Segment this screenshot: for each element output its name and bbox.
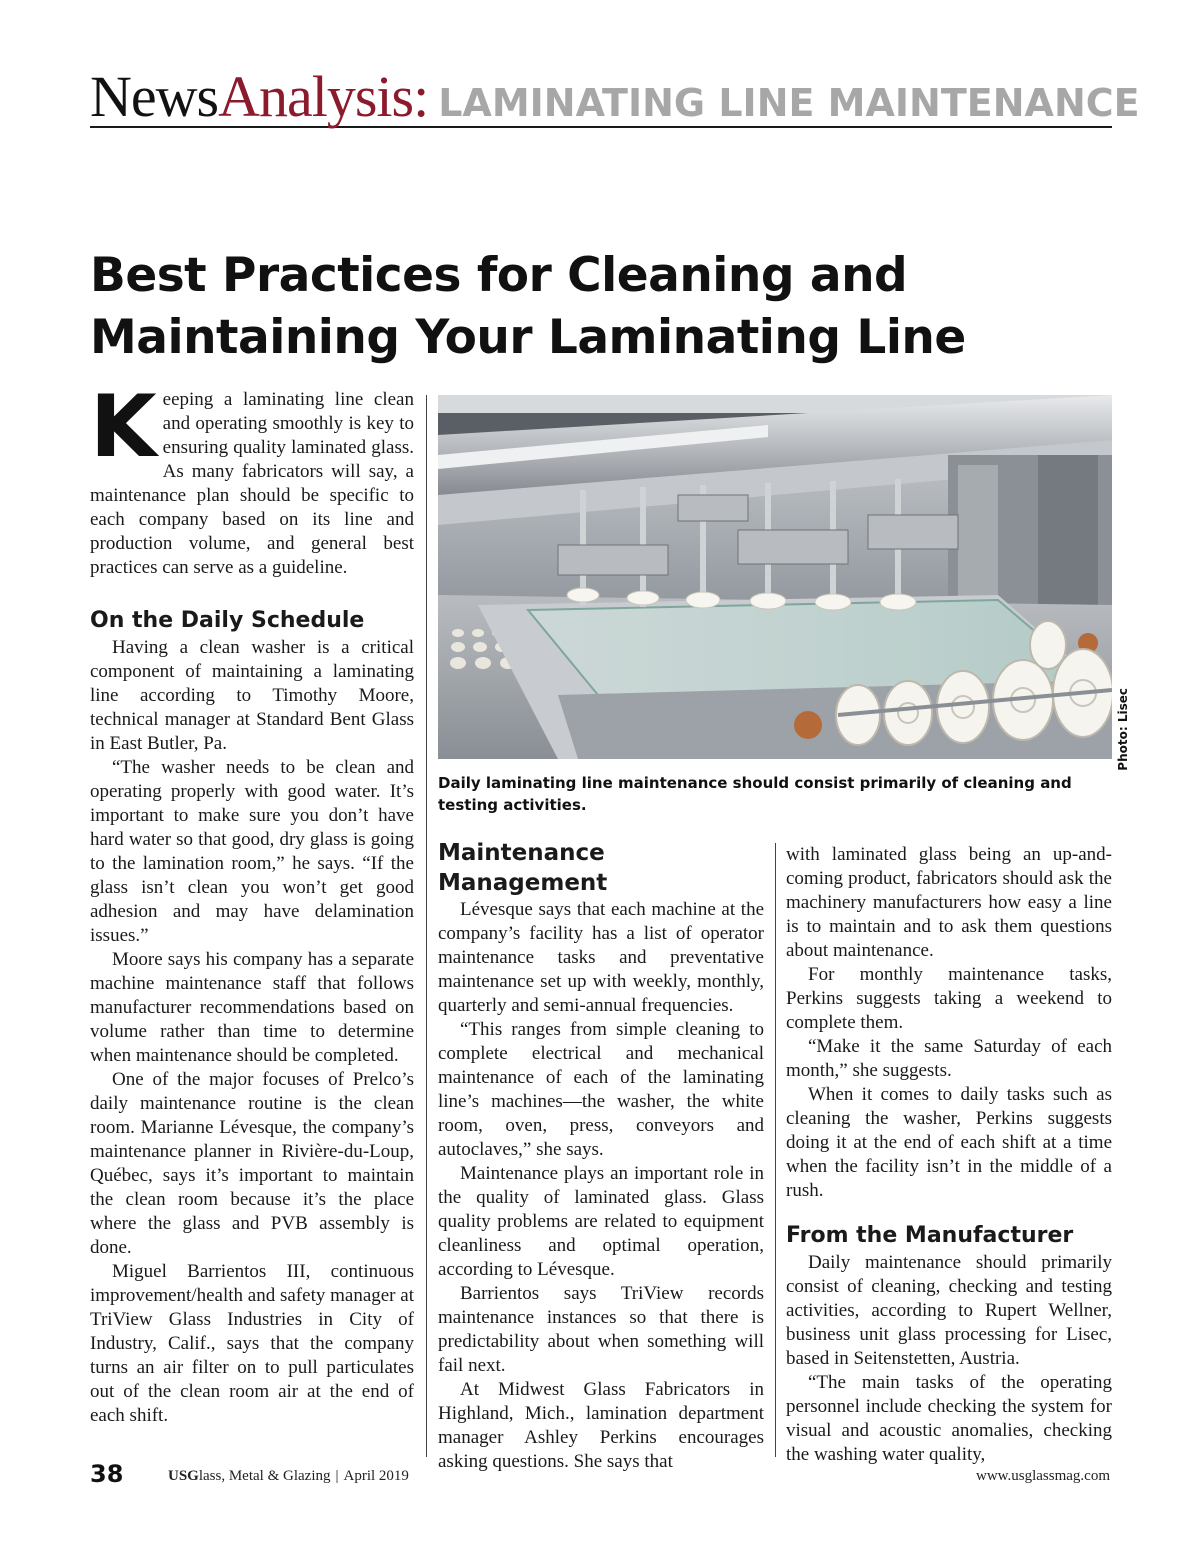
article-title (90, 245, 1110, 369)
page-footer (90, 1460, 1112, 1490)
page-number: 38 (90, 1460, 124, 1488)
photo-caption: Daily laminating line maintenance should consist primarily of cleaning and testing activities. (438, 774, 1072, 814)
column-divider-2 (775, 843, 776, 1457)
publication-name (168, 1468, 409, 1485)
paragraph: Having a clean washer is a critical component of maintaining a laminating line according to Timothy Moore, technical manager at Standard Bent Glass in East Butler, Pa. (90, 637, 414, 754)
paragraph: “The main tasks of the operating personnel include checking the system for visual and acoustic anomalies, checking the washing water quality, (786, 1372, 1112, 1465)
footer-separator: | (335, 1468, 339, 1484)
paragraph: When it comes to daily tasks such as cleaning the washer, Perkins suggests doing it at the end of each shift at a time when the facility isn’t in the middle of a rush. (786, 1084, 1112, 1201)
paragraph: At Midwest Glass Fabricators in Highland, Mich., lamination department manager Ashley Perkins encourages asking questions. She says that (438, 1379, 764, 1472)
article-title-line-1: Best Practices for Cleaning and (90, 248, 908, 303)
article-column-1 (90, 377, 414, 1428)
section-masthead (90, 64, 1140, 129)
paragraph: “This ranges from simple cleaning to complete electrical and mechanical maintenance of each of the laminating line’s machines—the washer, the white room, oven, press, conveyors and autoclaves,” she says. (438, 1019, 764, 1160)
heading-daily-schedule: On the Daily Schedule (90, 608, 365, 633)
paragraph: Maintenance plays an important role in the quality of laminated glass. Glass quality problems are related to equipment cleanliness and optimal operation, according to Lévesque. (438, 1163, 764, 1280)
heading-maintenance-management: Maintenance Management (438, 840, 608, 896)
paragraph: Moore says his company has a separate machine maintenance staff that follows manufacturer recommendations based on volume rather than time to determine when maintenance should be completed. (90, 949, 414, 1066)
masthead-topic: LAMINATING LINE MAINTENANCE (438, 81, 1140, 125)
publication-name-rest: lass, Metal & Glazing (198, 1468, 331, 1484)
masthead-news: News (90, 64, 219, 129)
paragraph: Barrientos says TriView records maintenance instances so that there is predictability about when something will fail next. (438, 1283, 764, 1376)
heading-from-manufacturer: From the Manufacturer (786, 1223, 1074, 1248)
paragraph: “The washer needs to be clean and operating properly with good water. It’s important to make sure you don’t have hard water so that good, dry glass is going to the lamination room,” he says. “If the glass isn’t clean you won’t get good adhesion and may have delamination issues.” (90, 757, 414, 946)
paragraph: Lévesque says that each machine at the company’s facility has a list of operator maintenance tasks and preventative maintenance set up with weekly, monthly, quarterly and semi-annual frequencies. (438, 899, 764, 1016)
article-title-line-2: Maintaining Your Laminating Line (90, 310, 966, 365)
paragraph: “Make it the same Saturday of each month,” she suggests. (786, 1036, 1112, 1081)
intro-paragraph (90, 377, 414, 580)
paragraph: One of the major focuses of Prelco’s daily maintenance routine is the clean room. Marianne Lévesque, the company’s maintenance planner in Rivière-du-Loup, Québec, says it’s important to maintain the clean room because it’s the place where the glass and PVB assembly is done. (90, 1069, 414, 1258)
paragraph: Daily maintenance should primarily consist of cleaning, checking and testing activities, according to Rupert Wellner, business unit glass processing for Lisec, based in Seitenstetten, Austria. (786, 1252, 1112, 1369)
masthead-analysis: Analysis: (218, 64, 429, 129)
intro-text: eeping a laminating line clean and operating smoothly is key to ensuring quality laminated glass. As many fabricators will say, a maintenance plan should be specific to each company based on its line and production volume, and general best practices can serve as a guideline. (90, 389, 414, 578)
issue-date: April 2019 (343, 1468, 409, 1484)
article-column-3 (786, 843, 1112, 1467)
paragraph: Miguel Barrientos III, continuous improvement/health and safety manager at TriView Glass Industries in City of Industry, Calif., says that the company turns an air filter on to pull particulates out of the clean room air at the end of each shift. (90, 1261, 414, 1426)
publication-name-bold: USG (168, 1468, 199, 1484)
article-column-2 (438, 838, 764, 1474)
photo-credit (1116, 688, 1138, 771)
laminating-line-photo (438, 395, 1112, 759)
website-url[interactable]: www.usglassmag.com (975, 1468, 1110, 1484)
paragraph: with laminated glass being an up-and-coming product, fabricators should ask the machinery manufacturers how easy a line is to maintain and to ask them questions about maintenance. (786, 844, 1112, 961)
column-divider-1 (426, 395, 427, 1457)
photo-credit-text: Photo: Lisec (1116, 688, 1130, 771)
laminating-machine-image (438, 395, 1112, 759)
drop-cap: K (90, 377, 157, 477)
paragraph: For monthly maintenance tasks, Perkins suggests taking a weekend to complete them. (786, 964, 1112, 1033)
